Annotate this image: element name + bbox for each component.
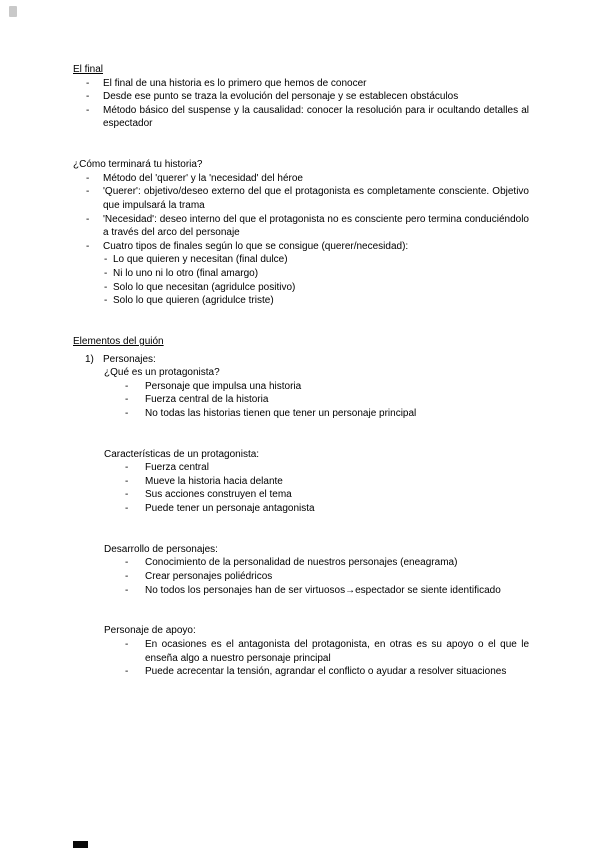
document-content [73, 63, 529, 679]
bullet-text: Crear personajes poliédricos [145, 571, 273, 583]
bullet-text: Solo lo que necesitan (agridulce positivo) [113, 281, 296, 293]
bullet-dash: - [125, 407, 129, 419]
bullet-text: 'Necesidad': deseo interno del que el protagonista no es consciente pero termina conduciéndolo a través del arco del personaje [103, 213, 529, 239]
sub-heading: ¿Qué es un protagonista? [104, 367, 220, 379]
sub-bullet-item [73, 267, 529, 281]
bullet-dash: - [125, 584, 129, 596]
bullet-item [73, 172, 529, 186]
bullet-item [73, 502, 529, 516]
bullet-text: No todas las historias tienen que tener un personaje principal [145, 407, 417, 419]
bullet-dash: - [125, 571, 129, 583]
bullet-dash: - [86, 186, 90, 198]
bullet-dash: - [125, 489, 129, 501]
bullet-text: Método básico del suspense y la causalidad: conocer la resolución para ir ocultando detalles al espectador [103, 104, 529, 130]
stray-mark [9, 6, 17, 17]
bullet-item [73, 240, 529, 254]
bullet-item [73, 185, 529, 212]
bullet-text: En ocasiones es el antagonista del protagonista, en otras es su apoyo o el que le enseña algo a nuestro personaje principal [145, 639, 529, 664]
bullet-dash: - [86, 91, 90, 103]
bullet-dash: - [104, 254, 108, 266]
bullet-dash: - [104, 295, 108, 307]
bullet-text: Sus acciones construyen el tema [145, 489, 292, 501]
sub-heading: Desarrollo de personajes: [104, 543, 218, 555]
bullet-text: Lo que quieren y necesitan (final dulce) [113, 254, 288, 266]
bullet-item [73, 380, 529, 394]
bullet-item [73, 488, 529, 502]
bullet-text: Fuerza central de la historia [145, 394, 269, 406]
bullet-text: Conocimiento de la personalidad de nuestros personajes (eneagrama) [145, 557, 458, 569]
bullet-dash: - [125, 666, 129, 678]
question-line: ¿Cómo terminará tu historia? [73, 159, 203, 171]
bullet-dash: - [86, 213, 90, 225]
bullet-item [73, 104, 529, 131]
bullet-dash: - [86, 104, 90, 116]
spacer [73, 308, 529, 335]
bullet-text: Método del 'querer' y la 'necesidad' del héroe [103, 172, 303, 184]
bullet-item [73, 475, 529, 489]
bottom-page-mark [73, 841, 88, 848]
bullet-dash: - [125, 380, 129, 392]
bullet-text: Desde ese punto se traza la evolución del personaje y se establecen obstáculos [103, 91, 459, 103]
bullet-dash: - [125, 462, 129, 474]
bullet-text: No todos los personajes han de ser virtuosos→espectador se siente identificado [145, 584, 501, 596]
bullet-item [73, 584, 529, 598]
sub-bullet-item [73, 253, 529, 267]
bullet-item [73, 461, 529, 475]
bullet-dash: - [125, 475, 129, 487]
spacer [73, 597, 529, 624]
bullet-text: Personaje que impulsa una historia [145, 380, 302, 392]
bullet-item [73, 407, 529, 421]
numbered-item-label: Personajes: [103, 353, 156, 365]
bullet-text: 'Querer': objetivo/deseo externo del que el protagonista es completamente consciente. Objetivo que impulsará la trama [103, 186, 529, 211]
section-heading: Elementos del guión [73, 335, 164, 347]
bullet-text: Cuatro tipos de finales según lo que se consigue (querer/necesidad): [103, 240, 409, 252]
bullet-dash: - [125, 503, 129, 515]
bullet-item [73, 638, 529, 665]
section-heading: El final [73, 64, 104, 75]
bullet-item [73, 213, 529, 240]
bullet-item [73, 665, 529, 679]
bullet-dash: - [125, 639, 129, 651]
bullet-item [73, 90, 529, 104]
numbered-item [73, 353, 529, 367]
bullet-item [73, 77, 529, 91]
sub-bullet-item [73, 294, 529, 308]
bullet-text: Fuerza central [145, 462, 209, 474]
bullet-dash: - [86, 77, 90, 89]
bullet-item [73, 393, 529, 407]
bullet-dash: - [104, 281, 108, 293]
bullet-item [73, 556, 529, 570]
bullet-item [73, 570, 529, 584]
bullet-text: Mueve la historia hacia delante [145, 475, 283, 487]
sub-heading: Personaje de apoyo: [104, 625, 196, 637]
bullet-text: Puede acrecentar la tensión, agrandar el conflicto o ayudar a resolver situaciones [145, 666, 507, 678]
bullet-text: Puede tener un personaje antagonista [145, 503, 315, 515]
bullet-dash: - [86, 240, 90, 252]
sub-bullet-item [73, 281, 529, 295]
sub-heading: Características de un protagonista: [104, 448, 260, 460]
bullet-text: El final de una historia es lo primero que hemos de conocer [103, 77, 367, 89]
bullet-dash: - [125, 394, 129, 406]
bullet-dash: - [125, 557, 129, 569]
spacer [73, 421, 529, 448]
bullet-dash: - [104, 267, 108, 279]
spacer [73, 516, 529, 543]
bullet-text: Ni lo uno ni lo otro (final amargo) [113, 267, 259, 279]
bullet-text: Solo lo que quieren (agridulce triste) [113, 295, 274, 307]
list-number: 1) [85, 353, 94, 365]
spacer [73, 131, 529, 158]
bullet-dash: - [86, 172, 90, 184]
